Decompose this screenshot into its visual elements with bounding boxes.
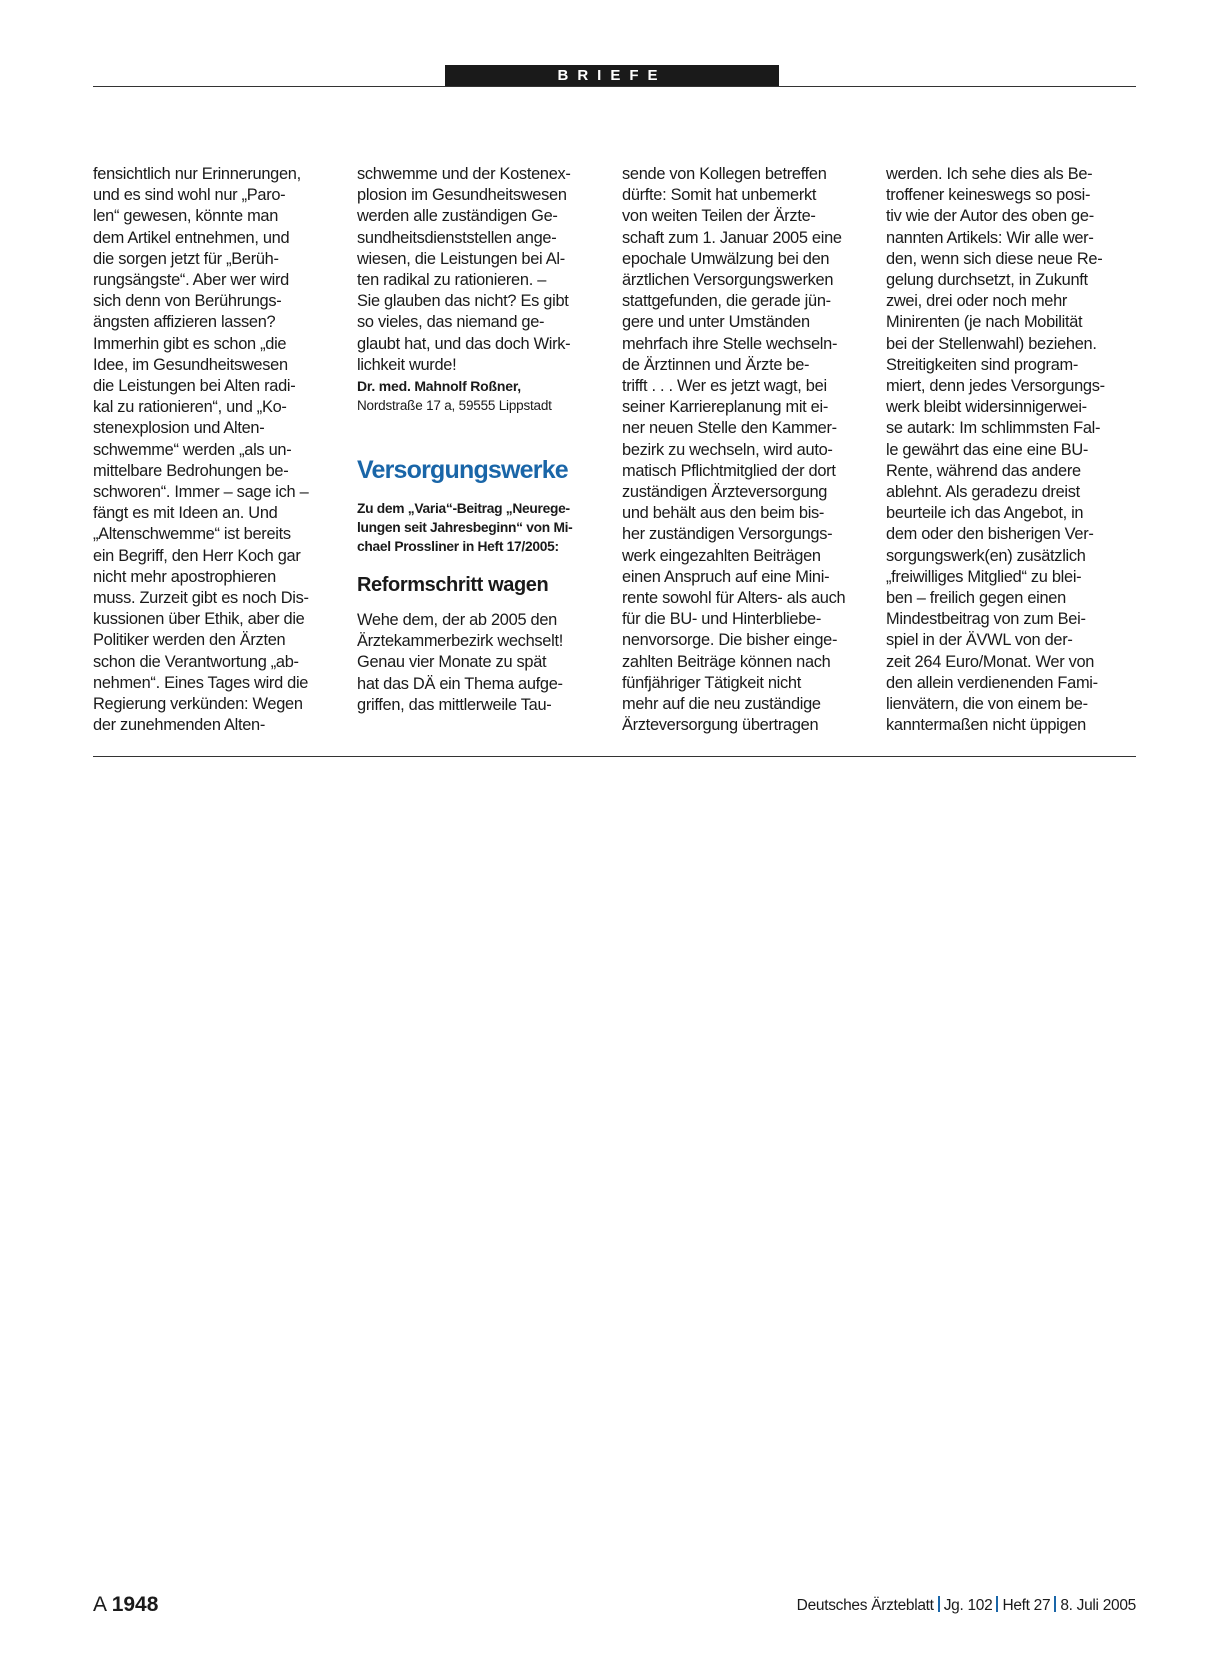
page-prefix: A [93,1593,106,1616]
column-4-text: werden. Ich sehe dies als Be- troffener keineswegs so posi- tiv wie der Autor des oben ge- nannten Artikels: Wir alle wer- den, wenn sich diese neue Re- gelung durchsetzt, in Zukunft zwei, drei oder noch mehr Minirenten (je nach Mobilität bei der Stellenwahl) beziehen. Streitigkeiten sind program- miert, denn jedes Versorgungs- werk bleibt widersinnigerwei- se autark: Im schlimmsten Fal- le gewährt das eine eine BU- Rente, während das andere ablehnt. Als geradezu dreist beurteile ich das Angebot, in dem oder den bisherigen Ver- sorgungswerk(en) zusätzlich „freiwilliges Mitglied“ zu blei- ben – freilich gegen einen Mindestbeitrag von zum Bei- spiel in der ÄVWL von der- zeit 264 Euro/Monat. Wer von den allein verdienenden Fami- lienvätern, die von einem be- kanntermaßen nicht üppigen [886,165,1105,735]
footer-citation [797,1596,1136,1616]
section-title: Versorgungswerke [357,456,568,485]
column-3-text: sende von Kollegen betreffen dürfte: Somit hat unbemerkt von weiten Teilen der Ärzte- schaft zum 1. Januar 2005 eine epochale Umwälzung bei den ärztlichen Versorgungswerken stattgefunden, die gerade jün- gere und unter Umständen mehrfach ihre Stelle wechseln- de Ärztinnen und Ärzte be- trifft . . . Wer es jetzt wagt, bei seiner Karriereplanung mit ei- ner neuen Stelle den Kammer- bezirk zu wechseln, wird auto- matisch Pflichtmitglied der dort zuständigen Ärzteversorgung und behält aus den beim bis- her zuständigen Versorgungs- werk eingezahlten Beiträgen einen Anspruch auf eine Mini- rente sowohl für Alters- als auch für die BU- und Hinterbliebe- nenvorsorge. Die bisher einge- zahlten Beiträge können nach fünfjähriger Tätigkeit nicht mehr auf die neu zuständige Ärzteversorgung übertragen [622,165,846,735]
footer-separator [1054,1596,1056,1612]
journal-date: 8. Juli 2005 [1060,1597,1136,1614]
column-2 [357,164,607,716]
journal-volume: Jg. 102 [943,1597,993,1614]
footer-separator [938,1596,940,1612]
page-number [93,1593,158,1617]
top-rule [93,86,1136,87]
letter-address: Nordstraße 17 a, 59555 Lippstadt [357,398,552,414]
page-number-value: 1948 [111,1593,159,1616]
column-4 [886,164,1136,736]
column-3 [622,164,872,736]
letter-intro: Zu dem „Varia“-Beitrag „Neurege- lungen seit Jahresbeginn“ von Mi- chael Prossliner in Heft 17/2005: [357,501,573,555]
letter-headline: Reformschritt wagen [357,574,549,597]
column-1-text: fensichtlich nur Erinnerungen, und es sind wohl nur „Paro- len“ gewesen, könnte man dem Artikel entnehmen, und die sorgen jetzt für „Berüh- rungsängste“. Aber wer wird sich denn von Berührungs- ängsten affizieren lassen? Immerhin gibt es schon „die Idee, im Gesundheitswesen die Leistungen bei Alten radi- kal zu rationieren“, und „Ko- stenexplosion und Alten- schwemme“ werden „als un- mittelbare Bedrohungen be- schworen“. Immer – sage ich – fängt es mit Ideen an. Und „Altenschwemme“ ist bereits ein Begriff, den Herr Koch gar nicht mehr apostrophieren muss. Zurzeit gibt es noch Dis- kussionen über Ethik, aber die Politiker werden den Ärzten schon die Verantwortung „ab- nehmen“. Eines Tages wird die Regierung verkünden: Wegen der zunehmenden Alten- [93,165,309,735]
bottom-rule [93,756,1136,757]
footer-separator [996,1596,998,1612]
journal-name: Deutsches Ärzteblatt [796,1597,934,1614]
column-2-text: schwemme und der Kostenex- plosion im Gesundheitswesen werden alle zuständigen Ge- sundheitsdienststellen ange- wiesen, die Leistungen bei Al- ten radikal zu rationieren. – Sie glauben das nicht? Es gibt so vieles, das niemand ge- glaubt hat, und das doch Wirk- lichkeit wurde! [357,165,571,374]
section-label: BRIEFE [557,67,667,84]
section-header-bar [445,65,779,87]
letter-signer: Dr. med. Mahnolf Roßner, [357,378,521,395]
column-1 [93,164,343,736]
journal-issue: Heft 27 [1002,1597,1051,1614]
column-2-body: Wehe dem, der ab 2005 den Ärztekammerbezirk wechselt! Genau vier Monate zu spät hat das DÄ ein Thema aufge- griffen, das mittlerweile Tau- [357,611,563,714]
